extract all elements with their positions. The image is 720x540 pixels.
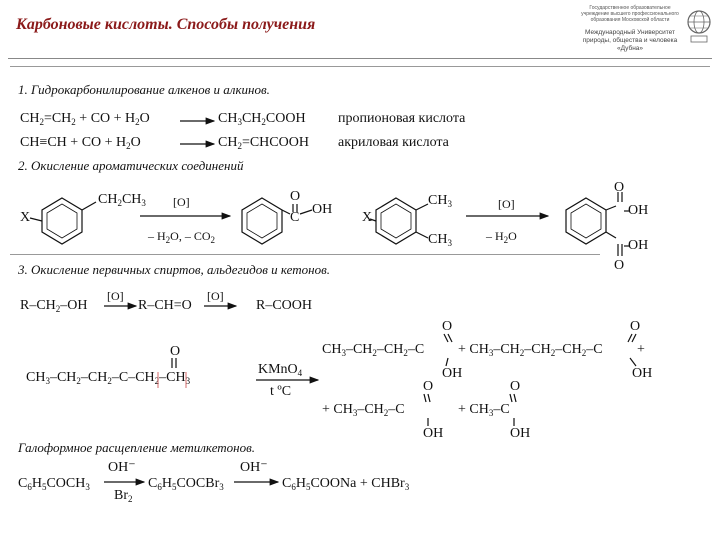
r3-reagent-top: [O] — [173, 195, 190, 209]
r4-oh-bottom: OH — [628, 238, 649, 253]
page-title: Карбоновые кислоты. Способы получения — [16, 16, 316, 33]
r6-p4-oh: OH — [510, 426, 531, 441]
r3-product-o: O — [290, 189, 301, 204]
r5-aldehyde: R–CH=O — [138, 298, 192, 313]
r6-p2-o: O — [630, 319, 641, 334]
r4-oh-top: OH — [628, 203, 649, 218]
benzene-ring-icon — [42, 198, 82, 244]
r6-p3-o: O — [423, 379, 434, 394]
benzene-ring-icon — [566, 198, 606, 244]
reaction-1-lhs: $CH_2=CH_2$ + CO + $H_2O$ — [20, 111, 150, 127]
r6-reagent-bottom: t ºC — [270, 384, 292, 399]
r6-p4-o: O — [510, 379, 521, 394]
section-2-title: 2. Окисление ароматических соединений — [18, 158, 244, 173]
section-4-title: Галоформное расщепление метилкетонов. — [18, 440, 256, 455]
reaction-1-product: $CH_3CH_2COOH$ — [218, 111, 306, 127]
r7-product: $C_6H_5COONa$ + CHBr$_3$ — [282, 476, 410, 492]
r3-side-chain: $CH_2CH_3$ — [98, 192, 146, 208]
r7-intermediate: $C_6H_5COCBr_3$ — [148, 476, 224, 492]
r6-p1-oh: OH — [442, 366, 463, 381]
r6-reagent-top: KMnO$_4$ — [258, 362, 303, 378]
benzene-ring-icon — [242, 198, 282, 244]
r6-product-1: $CH_3-CH_2-CH_2-C$ — [322, 342, 425, 358]
r6-plus: + — [637, 342, 645, 357]
r7-lhs: $C_6H_5COCH_3$ — [18, 476, 90, 492]
reaction-2-lhs: CH≡CH + CO + $H_2O$ — [20, 135, 141, 151]
reaction-2-product: $CH_2=CHCOOH$ — [218, 135, 309, 151]
r3-reagent-bottom: – $H_2O$, – $CO_2$ — [148, 229, 216, 245]
r4-reagent-bottom: – $H_2O$ — [486, 229, 517, 245]
r7-reagent2: OH⁻ — [240, 460, 268, 475]
r5-alcohol: $R-CH_2-OH$ — [20, 298, 88, 314]
r5-acid: R–COOH — [256, 298, 313, 313]
section-3-title: 3. Окисление первичных спиртов, альдегидов и кетонов. — [18, 262, 330, 277]
r5-ox1: [O] — [107, 289, 124, 303]
r3-product-c: C — [290, 210, 300, 225]
r4-o-top: O — [614, 180, 625, 195]
reaction-2-name: акриловая кислота — [338, 135, 449, 150]
r5-ox2: [O] — [207, 289, 224, 303]
r7-reagent-top: OH⁻ — [108, 460, 136, 475]
r4-ch3-top: $CH_3$ — [428, 193, 452, 209]
r6-p3-oh: OH — [423, 426, 444, 441]
r4-ch3-bottom: $CH_3$ — [428, 232, 452, 248]
r3-substituent: X — [20, 210, 31, 225]
section-1-title: 1. Гидрокарбонилирование алкенов и алкинов. — [18, 82, 270, 97]
r3-product-oh: OH — [312, 202, 333, 217]
r6-ketone-o: O — [170, 344, 181, 359]
r6-product-4: + $CH_3-C$ — [458, 402, 510, 418]
r7-reagent-bottom: $Br_2$ — [114, 488, 133, 504]
r6-product-2: + $CH_3-CH_2-CH_2-CH_2-C$ — [458, 342, 603, 358]
r6-product-3: + $CH_3-CH_2-C$ — [322, 402, 405, 418]
university-name: Международный Университет природы, общества и человека «Дубна» — [582, 29, 678, 52]
reaction-1-name: пропионовая кислота — [338, 111, 466, 126]
r6-p2-oh: OH — [632, 366, 653, 381]
university-small-text: Государственное образовательное учреждение высшего профессионального образования Московской области — [581, 5, 679, 23]
r4-o-bottom: O — [614, 258, 625, 273]
r4-reagent-top: [O] — [498, 197, 515, 211]
r6-ketone: $CH_3-CH_2-CH_2-C-CH_2-CH_3$ — [26, 370, 191, 386]
benzene-ring-icon — [376, 198, 416, 244]
r4-substituent: X — [362, 210, 373, 225]
r6-p1-o: O — [442, 319, 453, 334]
